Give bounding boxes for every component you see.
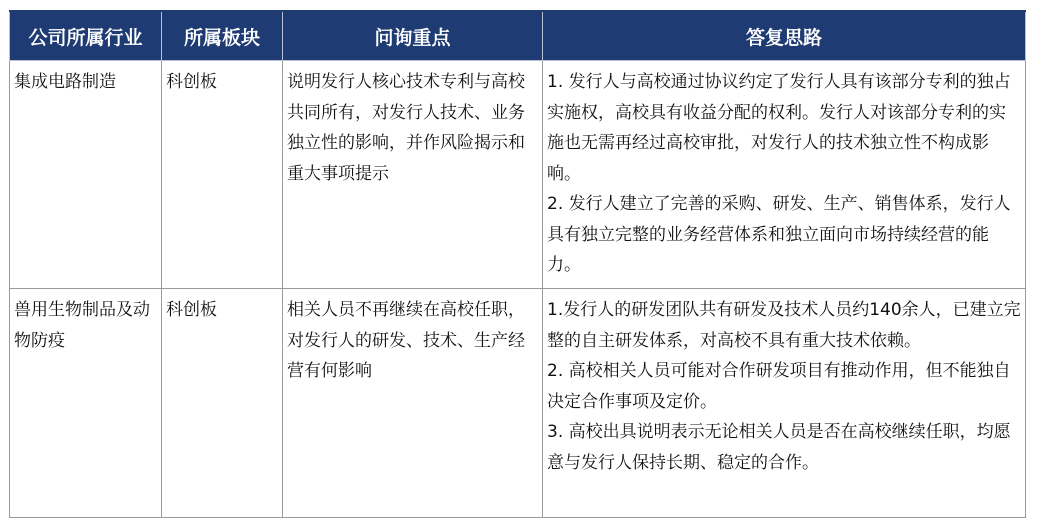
header-board: 所属板块 (162, 11, 283, 61)
header-row (10, 11, 1026, 61)
answer-cell (543, 289, 1026, 518)
answer-point: 3. 高校出具说明表示无论相关人员是否在高校继续任职，均愿意与发行人保持长期、稳定的合作。 (547, 422, 1011, 473)
table-header (10, 11, 1026, 61)
table-body (10, 61, 1026, 518)
answer-point: 2. 高校相关人员可能对合作研发项目有推动作用，但不能独自决定合作事项及定价。 (547, 361, 1011, 412)
header-focus: 问询重点 (283, 11, 543, 61)
answer-point: 1.发行人的研发团队共有研发及技术人员约140余人，已建立完整的自主研发体系，对高校不具有重大技术依赖。 (547, 300, 1021, 351)
focus-cell: 说明发行人核心技术专利与高校共同所有，对发行人技术、业务独立性的影响，并作风险揭示和重大事项提示 (283, 61, 543, 289)
header-answer: 答复思路 (543, 11, 1026, 61)
header-industry: 公司所属行业 (10, 11, 162, 61)
board-cell: 科创板 (162, 289, 283, 518)
board-cell: 科创板 (162, 61, 283, 289)
focus-cell: 相关人员不再继续在高校任职，对发行人的研发、技术、生产经营有何影响 (283, 289, 543, 518)
industry-cell: 集成电路制造 (10, 61, 162, 289)
answer-point: 1. 发行人与高校通过协议约定了发行人具有该部分专利的独占实施权，高校具有收益分配的权利。发行人对该部分专利的实施也无需再经过高校审批，对发行人的技术独立性不构成影响。 (547, 72, 1011, 184)
answer-cell (543, 61, 1026, 289)
table-row (10, 61, 1026, 289)
inquiry-table (9, 10, 1026, 518)
answer-point: 2. 发行人建立了完善的采购、研发、生产、销售体系，发行人具有独立完整的业务经营体系和独立面向市场持续经营的能力。 (547, 194, 1011, 275)
table-row (10, 289, 1026, 518)
industry-cell: 兽用生物制品及动物防疫 (10, 289, 162, 518)
